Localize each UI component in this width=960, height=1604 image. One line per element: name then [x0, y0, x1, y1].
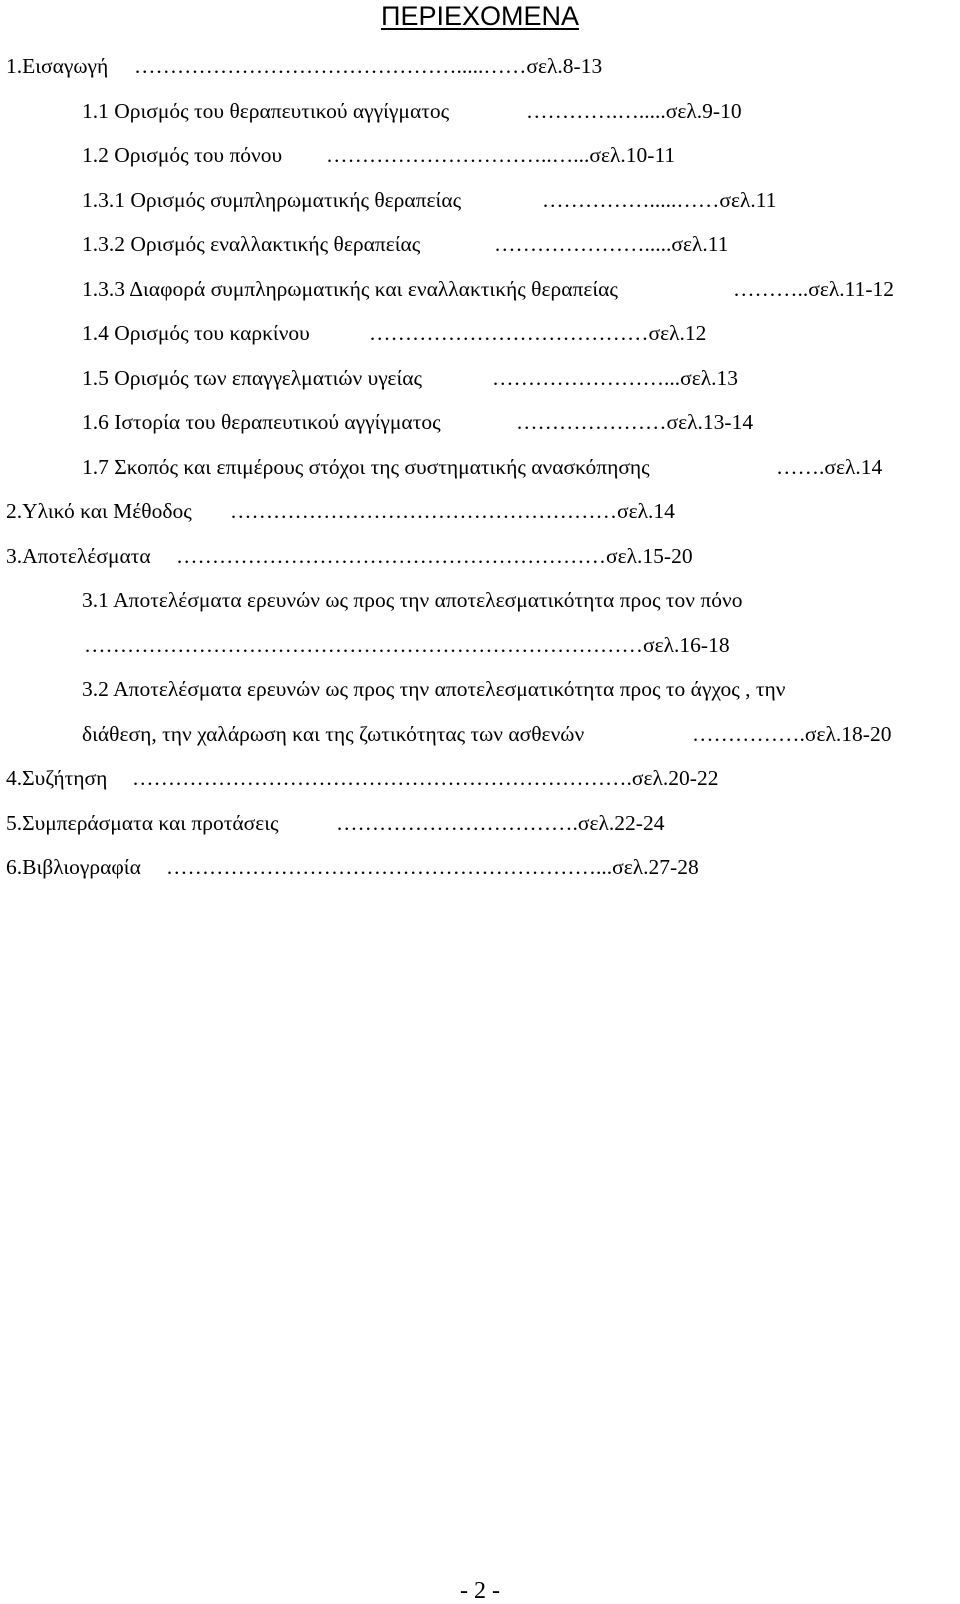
toc-entry-label: 3.Αποτελέσματα: [6, 543, 151, 568]
toc-entry-page: ……………………...σελ.13: [492, 365, 739, 390]
toc-entry-conclusions[interactable]: [0, 801, 960, 846]
toc-entry-page: …………….σελ.18-20: [692, 721, 892, 746]
toc-entry-page: ……………………………………….....……σελ.8-13: [134, 54, 603, 78]
toc-entry-page: ………………………………………………σελ.14: [230, 499, 675, 523]
toc-entry-3-2-continued[interactable]: [0, 712, 960, 757]
toc-entry-label: 1.7 Σκοπός και επιμέρους στόχοι της συστηματικής ανασκόπησης: [82, 454, 650, 479]
toc-entry-label: 1.3.3 Διαφορά συμπληρωματικής και εναλλακτικής θεραπείας: [82, 276, 618, 301]
toc-entry-page: …………….....……σελ.11: [542, 187, 777, 212]
toc-entry-1-4[interactable]: [0, 311, 960, 356]
toc-entry-label: 1.6 Ιστορία του θεραπευτικού αγγίγματος: [82, 410, 441, 434]
toc-entry-label: 6.Βιβλιογραφία: [6, 855, 141, 879]
toc-entry-page: ………..σελ.11-12: [733, 276, 895, 301]
toc-entry-bibliography[interactable]: [0, 845, 960, 890]
toc-entry-page: …………………σελ.13-14: [516, 410, 754, 434]
toc-entry-label: 4.Συζήτηση: [6, 766, 108, 790]
toc-entry-page: ………………….....σελ.11: [494, 232, 729, 256]
toc-entry-page: …………………………………………………………….σελ.20-22: [132, 766, 719, 790]
toc-entry-page: ……………………………………………………...σελ.27-28: [166, 855, 699, 879]
toc-entry-introduction[interactable]: [0, 44, 960, 89]
toc-entry-1-2[interactable]: [0, 133, 960, 178]
page-number: - 2 -: [460, 1578, 500, 1604]
toc-entry-page: …………………………..…...σελ.10-11: [326, 143, 676, 167]
toc-entry-1-7[interactable]: [0, 445, 960, 490]
toc-entry-1-6[interactable]: [0, 400, 960, 445]
toc-entry-label: 3.2 Αποτελέσματα ερευνών ως προς την αποτελεσματικότητα προς το άγχος , την: [82, 677, 786, 701]
toc-entry-label: 3.1 Αποτελέσματα ερευνών ως προς την αποτελεσματικότητα προς τον πόνο: [82, 588, 743, 612]
toc-entry-label: 5.Συμπεράσματα και προτάσεις: [6, 810, 279, 835]
toc-entry-label: 2.Υλικό και Μέθοδος: [6, 499, 192, 523]
toc-entry-materials-methods[interactable]: [0, 489, 960, 534]
toc-entry-1-1[interactable]: [0, 89, 960, 134]
page-title: ΠΕΡΙΕΧΟΜΕΝΑ: [380, 1, 580, 31]
toc-entry-1-3-3[interactable]: [0, 267, 960, 312]
toc-entry-label: 1.1 Ορισμός του θεραπευτικού αγγίγματος: [82, 98, 450, 123]
toc-entry-page: …………………………….σελ.22-24: [336, 810, 665, 835]
toc-entry-label: 1.2 Ορισμός του πόνου: [82, 143, 283, 167]
toc-entry-results[interactable]: [0, 534, 960, 579]
toc-entry-page: ……………………………………………………σελ.15-20: [176, 543, 693, 568]
toc-entry-3-1[interactable]: [0, 578, 960, 623]
toc-entry-page: …….σελ.14: [776, 454, 883, 479]
toc-entry-3-1-continued[interactable]: [0, 623, 960, 668]
toc-entry-label: 1.3.1 Ορισμός συμπληρωματικής θεραπείας: [82, 187, 462, 212]
table-of-contents: [0, 44, 960, 890]
toc-entry-label: 1.5 Ορισμός των επαγγελματιών υγείας: [82, 365, 423, 390]
toc-entry-3-2[interactable]: [0, 667, 960, 712]
toc-entry-1-3-2[interactable]: [0, 222, 960, 267]
toc-entry-1-5[interactable]: [0, 356, 960, 401]
toc-entry-page: ……………………………………………………………………σελ.16-18: [84, 632, 730, 657]
toc-entry-label: 1.Εισαγωγή: [6, 54, 109, 78]
toc-entry-page: ………….….....σελ.9-10: [526, 98, 742, 123]
toc-entry-page: …………………………………σελ.12: [369, 321, 707, 345]
toc-entry-label: 1.3.2 Ορισμός εναλλακτικής θεραπείας: [82, 232, 421, 256]
toc-entry-discussion[interactable]: [0, 756, 960, 801]
toc-entry-1-3-1[interactable]: [0, 178, 960, 223]
toc-entry-label: διάθεση, την χαλάρωση και της ζωτικότητας των ασθενών: [82, 721, 585, 746]
toc-entry-label: 1.4 Ορισμός του καρκίνου: [82, 321, 310, 345]
